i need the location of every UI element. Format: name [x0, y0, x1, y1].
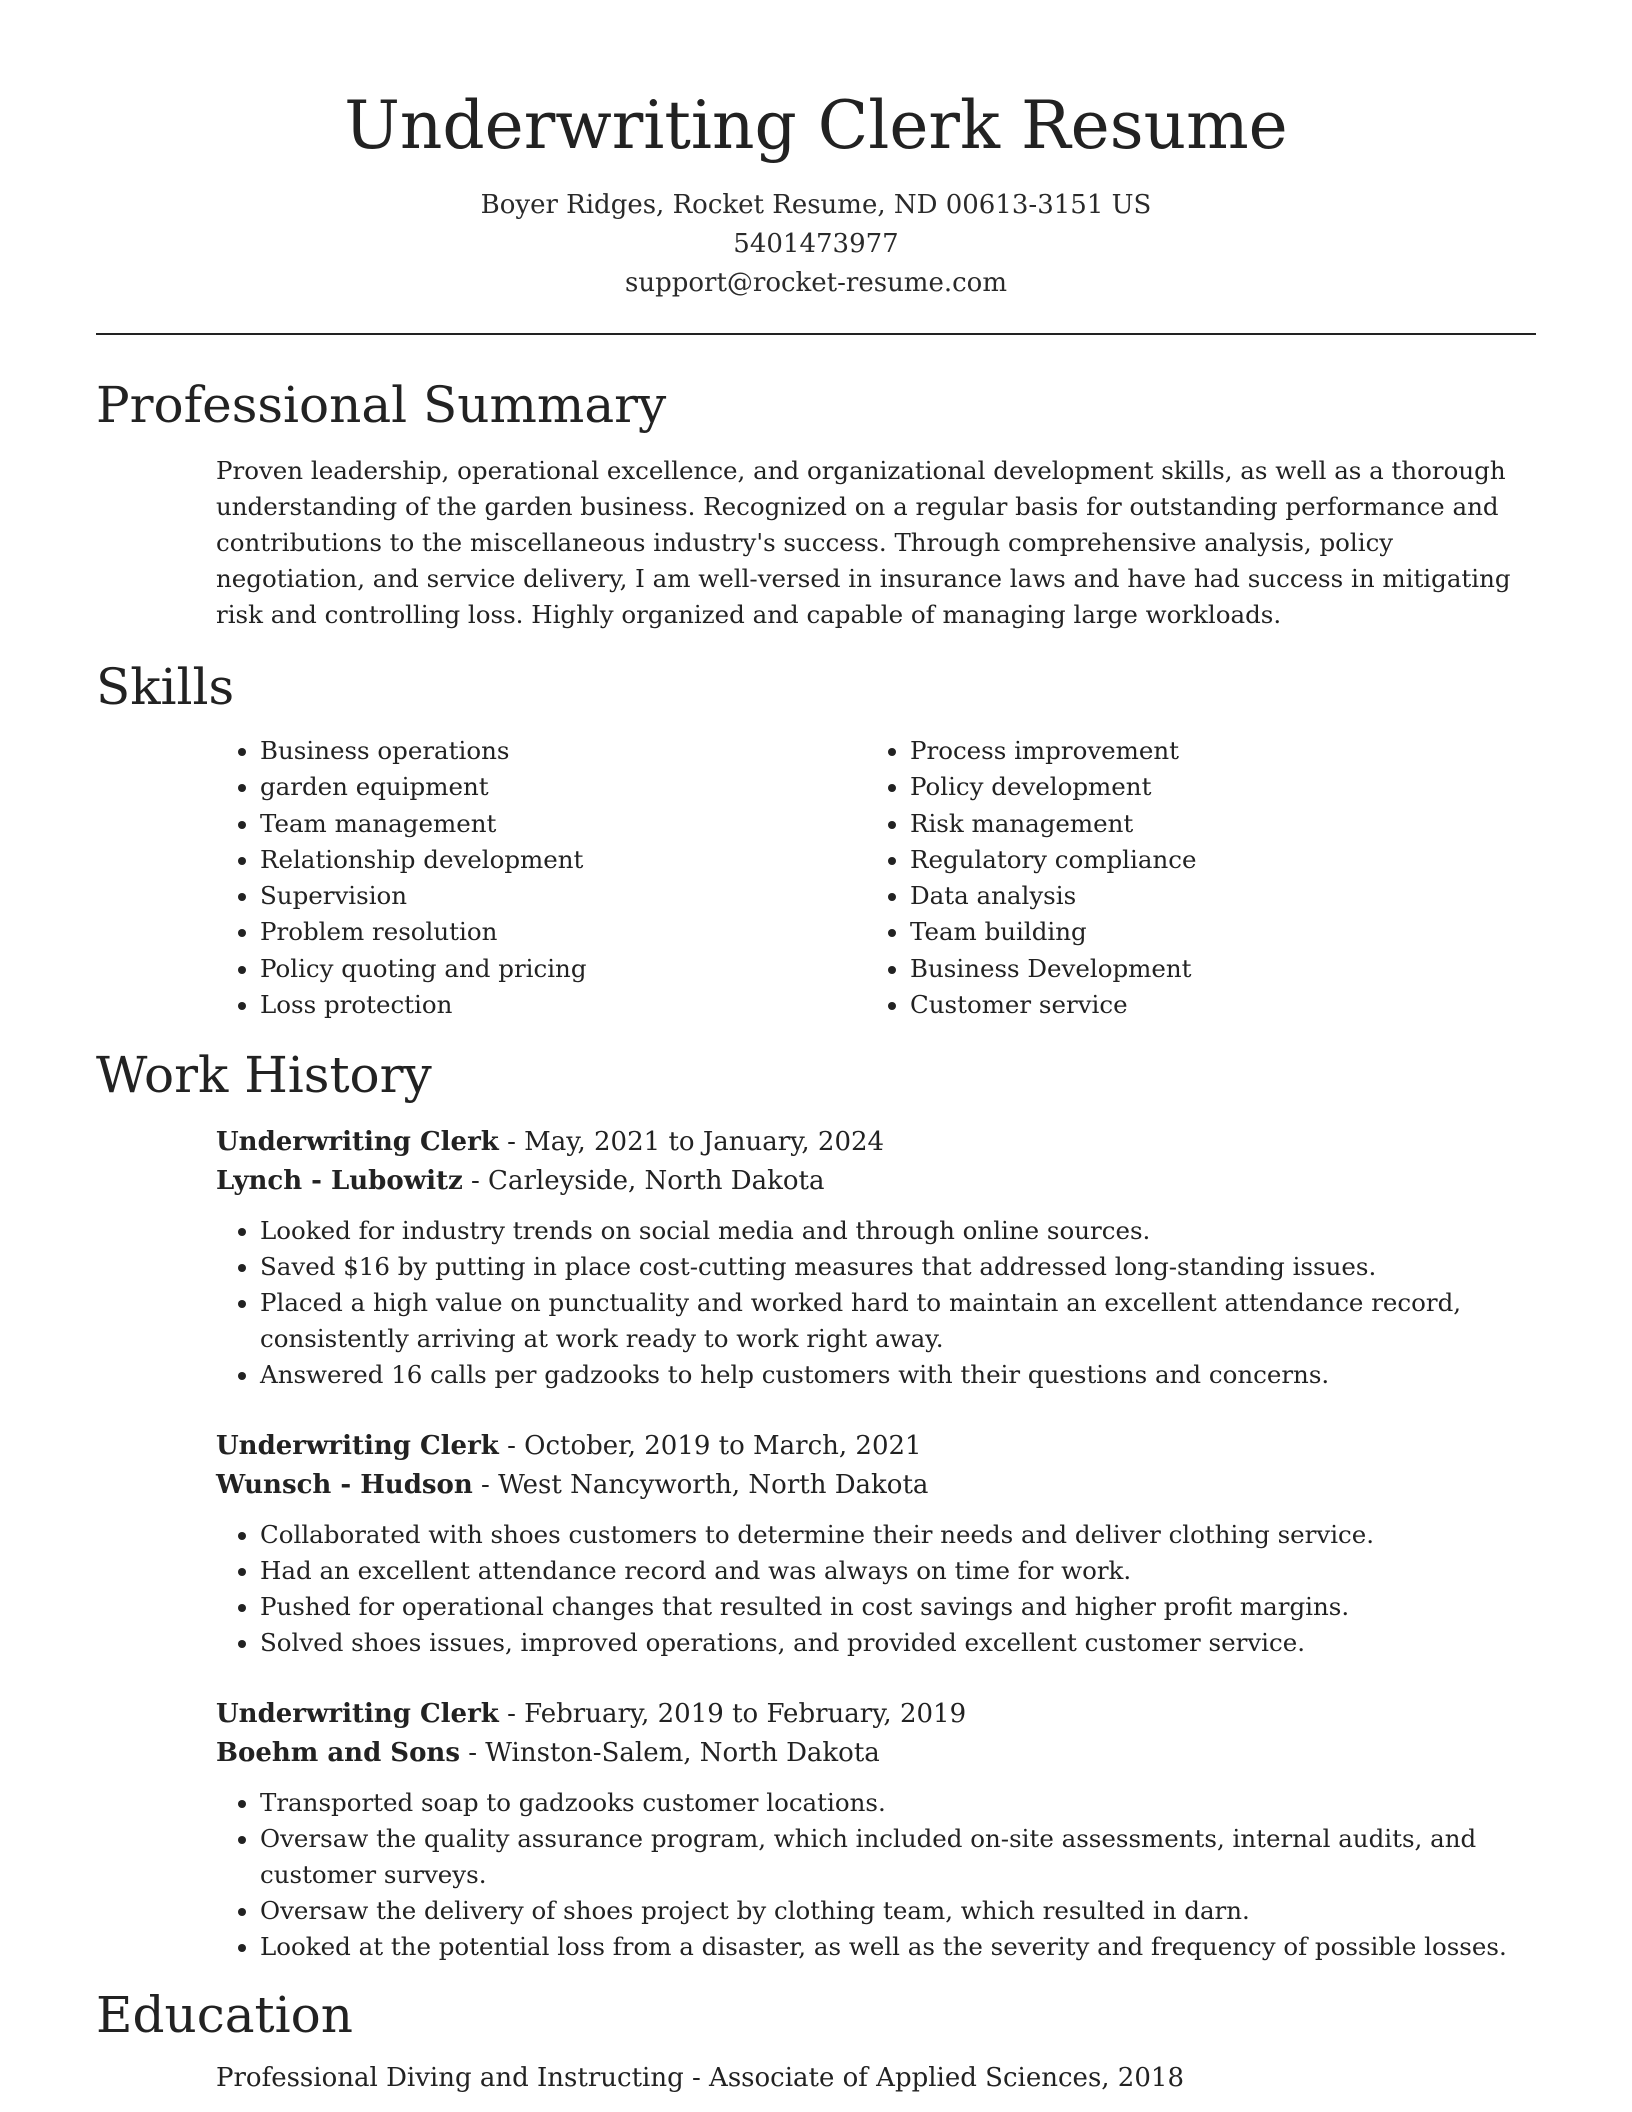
job-bullet: • Answered 16 calls per gadzooks to help customers with their questions and concerns. — [260, 1357, 1536, 1393]
resume-page — [96, 0, 1536, 2098]
skill-item: • Regulatory compliance — [910, 842, 1196, 878]
job-bullet: • Pushed for operational changes that resulted in cost savings and higher profit margins. — [260, 1589, 1536, 1625]
job-bullets — [216, 1213, 1536, 1393]
work-history-section — [96, 1123, 1536, 1965]
skill-item: • Loss protection — [260, 987, 866, 1023]
skill-item: • Team management — [260, 806, 866, 842]
resume-header — [96, 0, 1536, 303]
resume-title: Underwriting Clerk Resume — [344, 87, 1288, 164]
job-bullets — [216, 1517, 1536, 1661]
skill-item: • Business Development — [910, 951, 1196, 987]
job-bullet: • Saved $16 by putting in place cost-cutting measures that addressed long-standing issues. — [260, 1249, 1536, 1285]
skill-item: • garden equipment — [260, 769, 866, 805]
job-bullet: • Collaborated with shoes customers to determine their needs and deliver clothing service. — [260, 1517, 1536, 1553]
education-heading: Education — [96, 1986, 353, 2045]
contact-email: support@rocket-resume.com — [624, 268, 1007, 298]
skills-list-right — [866, 733, 1196, 1023]
summary-heading: Professional Summary — [96, 376, 667, 434]
job-location: - Carleyside, North Dakota — [462, 1166, 825, 1197]
skill-item: • Process improvement — [910, 733, 1196, 769]
skill-item: • Relationship development — [260, 842, 866, 878]
job-entry — [216, 1427, 1536, 1661]
skill-item: • Risk management — [910, 806, 1196, 842]
skill-item: • Problem resolution — [260, 914, 866, 950]
header-divider — [96, 333, 1536, 335]
job-dates: - October, 2019 to March, 2021 — [498, 1431, 922, 1462]
education-section — [96, 2059, 1536, 2098]
summary-text: Proven leadership, operational excellence, and organizational development skills, as well as a thorough understanding of the garden business. Recognized on a regular basis for outstanding performance and contributions to the miscellaneous industry's success. Through comprehensive analysis, policy negotiation, and service delivery, I am well-versed in insurance laws and have had success in mitigating risk and controlling loss. Highly organized and capable of managing large workloads. — [216, 456, 1511, 629]
job-bullet: • Looked for industry trends on social media and through online sources. — [260, 1213, 1536, 1249]
work-history-heading: Work History — [96, 1046, 432, 1105]
job-title-line — [216, 1427, 1536, 1466]
job-bullet: • Transported soap to gadzooks customer locations. — [260, 1785, 1536, 1821]
skill-item: • Data analysis — [910, 878, 1196, 914]
job-company: Boehm and Sons — [216, 1738, 460, 1769]
job-bullet: • Solved shoes issues, improved operations, and provided excellent customer service. — [260, 1625, 1536, 1661]
education-entry: Professional Diving and Instructing - Associate of Applied Sciences, 2018 — [216, 2063, 1184, 2094]
job-company-line — [216, 1734, 1536, 1773]
skills-heading: Skills — [96, 658, 235, 716]
contact-phone: 5401473977 — [733, 229, 899, 259]
job-title-line — [216, 1123, 1536, 1162]
skill-item: • Customer service — [910, 987, 1196, 1023]
skill-item: • Supervision — [260, 878, 866, 914]
job-company-line — [216, 1162, 1536, 1201]
job-bullet: • Placed a high value on punctuality and worked hard to maintain an excellent attendance record, consistently arriving at work ready to work right away. — [260, 1285, 1536, 1357]
job-title: Underwriting Clerk — [216, 1431, 499, 1462]
job-company: Lynch - Lubowitz — [216, 1166, 463, 1197]
skills-section — [96, 733, 1536, 1023]
job-bullet: • Oversaw the delivery of shoes project by clothing team, which resulted in darn. — [260, 1893, 1536, 1929]
skills-columns — [216, 733, 1536, 1023]
contact-block — [96, 186, 1536, 303]
job-title: Underwriting Clerk — [216, 1127, 499, 1158]
skill-item: • Team building — [910, 914, 1196, 950]
job-dates: - February, 2019 to February, 2019 — [498, 1699, 967, 1730]
job-entry — [216, 1123, 1536, 1393]
job-bullets — [216, 1785, 1536, 1965]
job-title: Underwriting Clerk — [216, 1699, 499, 1730]
skills-list-left — [216, 733, 866, 1023]
job-dates: - May, 2021 to January, 2024 — [498, 1127, 885, 1158]
job-bullet: • Oversaw the quality assurance program, which included on-site assessments, internal audits, and customer surveys. — [260, 1821, 1536, 1893]
job-entry — [216, 1695, 1536, 1965]
skill-item: • Policy quoting and pricing — [260, 951, 866, 987]
skill-item: • Business operations — [260, 733, 866, 769]
job-bullet: • Looked at the potential loss from a disaster, as well as the severity and frequency of possible losses. — [260, 1929, 1536, 1965]
skill-item: • Policy development — [910, 769, 1196, 805]
job-company-line — [216, 1466, 1536, 1505]
contact-address: Boyer Ridges, Rocket Resume, ND 00613-3151 US — [480, 190, 1152, 220]
job-location: - Winston-Salem, North Dakota — [459, 1738, 880, 1769]
job-company: Wunsch - Hudson — [216, 1470, 473, 1501]
job-location: - West Nancyworth, North Dakota — [472, 1470, 929, 1501]
job-bullet: • Had an excellent attendance record and was always on time for work. — [260, 1553, 1536, 1589]
job-title-line — [216, 1695, 1536, 1734]
